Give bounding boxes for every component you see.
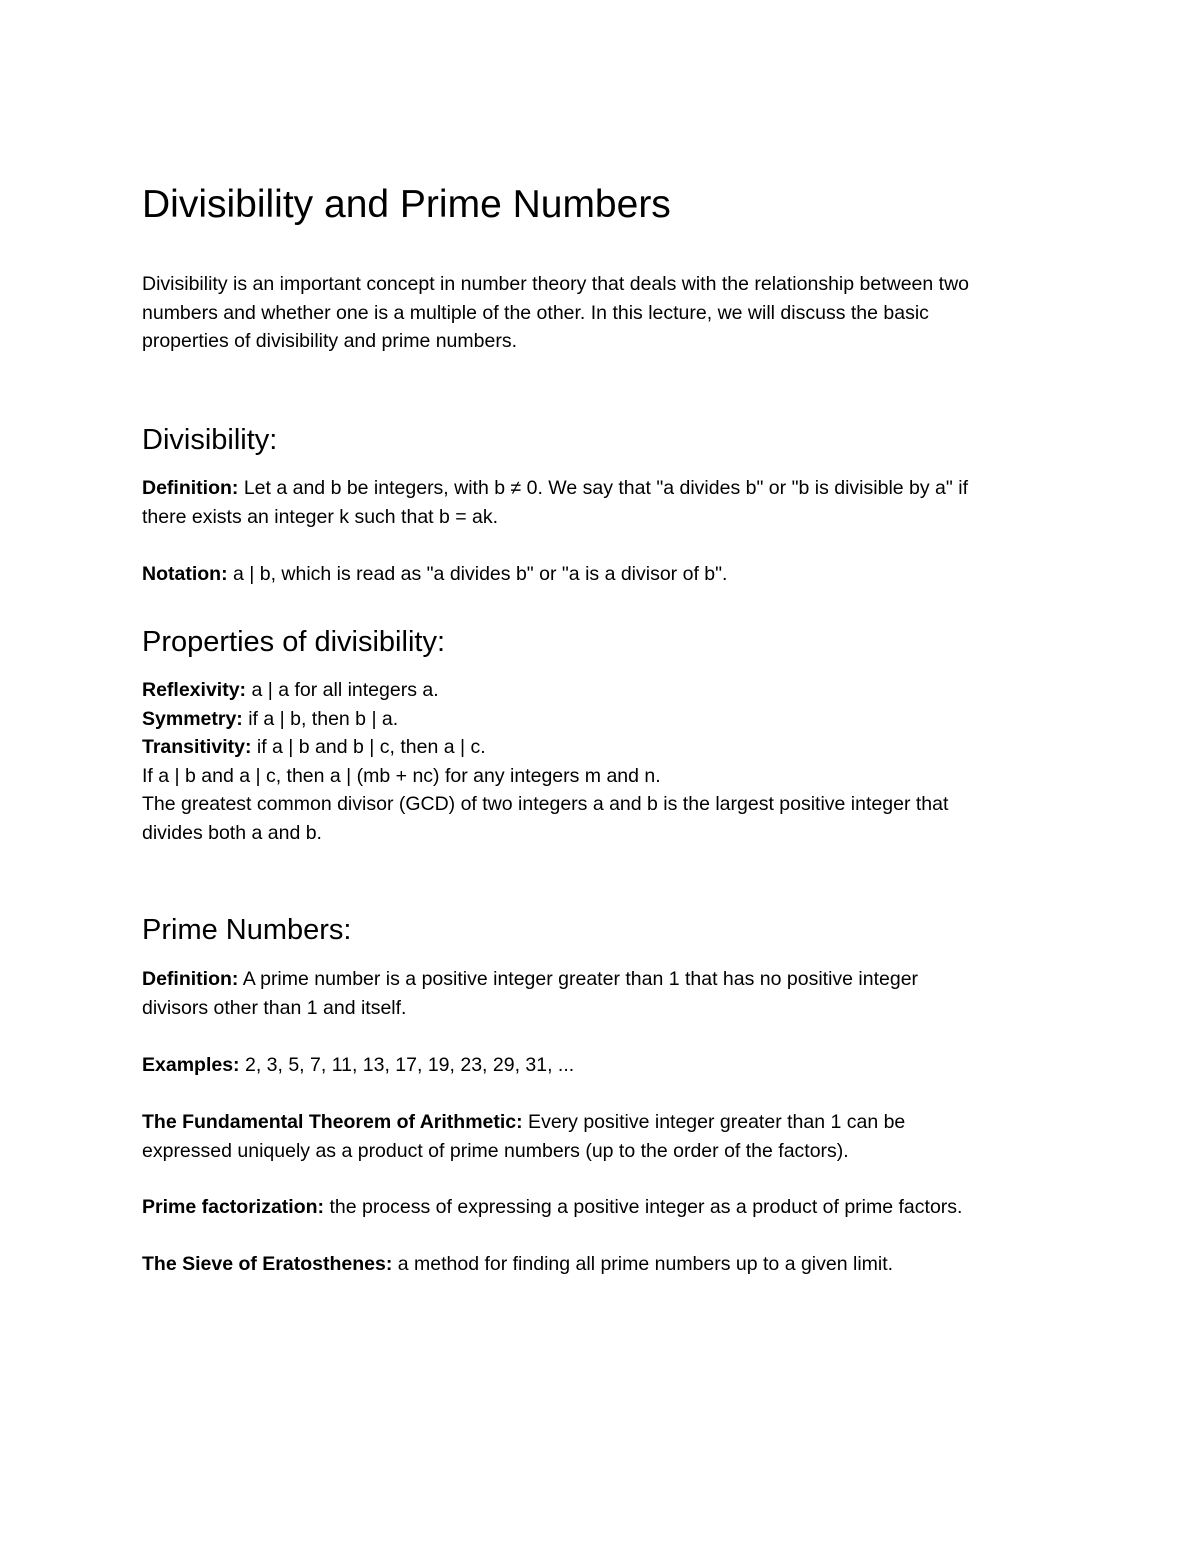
divisibility-definition (142, 474, 1062, 531)
prime-factorization-label: Prime factorization: (142, 1196, 325, 1218)
fundamental-theorem (142, 1108, 1062, 1165)
sieve-text: a method for finding all prime numbers up to a given limit. (392, 1253, 894, 1275)
gcd-text: The greatest common divisor (GCD) of two integers a and b is the largest positive integer that (142, 793, 949, 816)
intro-line: properties of divisibility and prime numbers. (142, 330, 517, 353)
transitivity-text: if a | b and b | c, then a | c. (251, 736, 486, 759)
reflexivity-text: a | a for all integers a. (246, 679, 439, 701)
transitivity-property (142, 733, 1062, 762)
definition-label: Definition: (142, 968, 239, 990)
fundamental-theorem-label: The Fundamental Theorem of Arithmetic: (142, 1111, 523, 1133)
notation-label: Notation: (142, 563, 228, 585)
linear-combination-property: If a | b and a | c, then a | (mb + nc) for any integers m and n. (142, 764, 661, 787)
properties-list (142, 676, 1062, 848)
divisibility-heading: Divisibility: (142, 424, 278, 456)
divisibility-notation (142, 560, 1062, 589)
document-title: Divisibility and Prime Numbers (142, 183, 671, 226)
sieve-of-eratosthenes (142, 1250, 1062, 1279)
notation-text: a | b, which is read as "a divides b" or "a is a divisor of b". (227, 563, 728, 585)
prime-factorization-text: the process of expressing a positive integer as a product of prime factors. (324, 1196, 963, 1218)
properties-heading: Properties of divisibility: (142, 626, 445, 658)
intro-paragraph (142, 270, 1062, 356)
gcd-text: divides both a and b. (142, 821, 322, 844)
prime-factorization (142, 1193, 1062, 1222)
intro-line: Divisibility is an important concept in number theory that deals with the relationship between two (142, 273, 970, 295)
symmetry-property (142, 705, 1062, 734)
definition-text: divisors other than 1 and itself. (142, 996, 407, 1019)
fundamental-theorem-text: expressed uniquely as a product of prime numbers (up to the order of the factors). (142, 1139, 849, 1162)
definition-label: Definition: (142, 477, 239, 499)
sieve-label: The Sieve of Eratosthenes: (142, 1253, 393, 1275)
reflexivity-label: Reflexivity: (142, 679, 247, 701)
symmetry-text: if a | b, then b | a. (242, 707, 399, 730)
examples-label: Examples: (142, 1054, 240, 1076)
definition-text: there exists an integer k such that b = ak. (142, 505, 499, 528)
prime-definition (142, 965, 1062, 1022)
definition-text: Let a and b be integers, with b ≠ 0. We say that "a divides b" or "b is divisible by a" if (238, 477, 968, 499)
definition-text: A prime number is a positive integer greater than 1 that has no positive integer (238, 968, 919, 990)
fundamental-theorem-text: Every positive integer greater than 1 can be (522, 1111, 906, 1133)
examples-text: 2, 3, 5, 7, 11, 13, 17, 19, 23, 29, 31, ... (239, 1054, 575, 1076)
symmetry-label: Symmetry: (142, 707, 243, 730)
intro-line: numbers and whether one is a multiple of the other. In this lecture, we will discuss the basic (142, 301, 929, 324)
prime-examples (142, 1051, 1062, 1080)
reflexivity-property (142, 676, 1062, 705)
transitivity-label: Transitivity: (142, 736, 252, 759)
prime-numbers-heading: Prime Numbers: (142, 914, 352, 946)
